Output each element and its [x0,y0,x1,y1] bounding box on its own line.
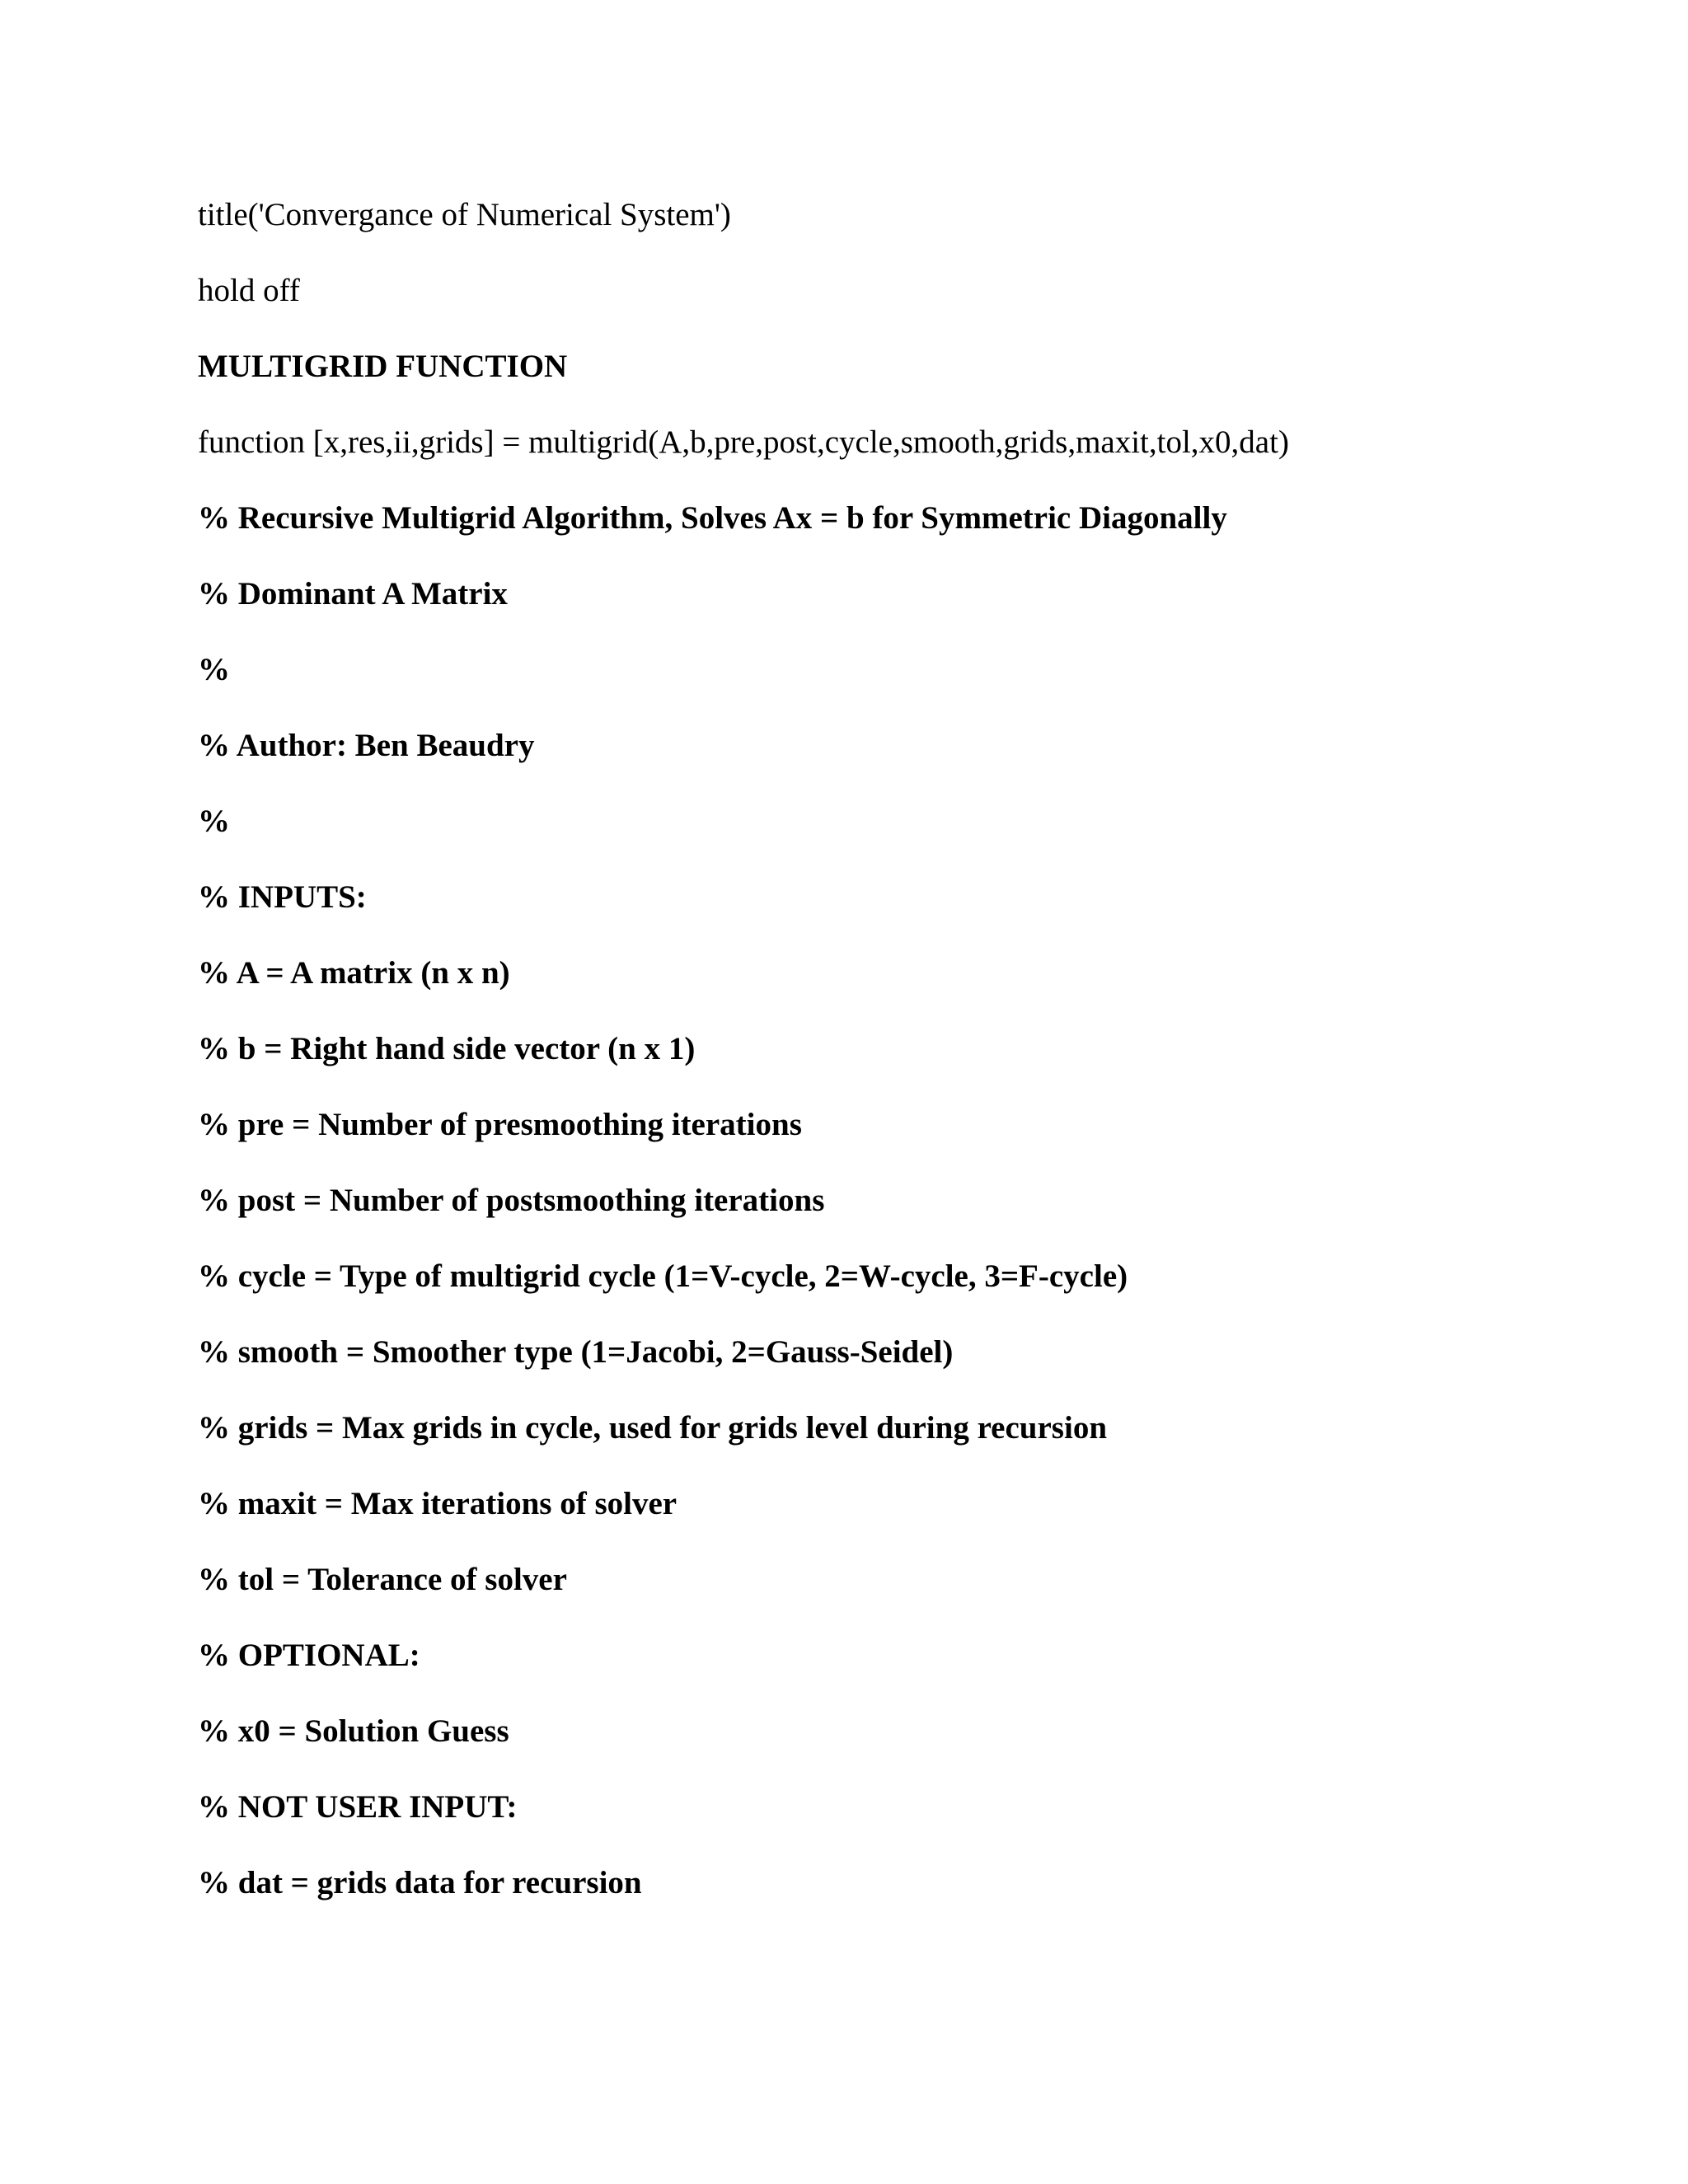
function-signature: function [x,res,ii,grids] = multigrid(A,b,pre,post,cycle,smooth,grids,maxit,tol,x0,dat) [198,424,1289,460]
comment-line-author: % Author: Ben Beaudry [198,728,535,763]
comment-line-param: % x0 = Solution Guess [198,1713,509,1749]
comment-line-param: % pre = Number of presmoothing iterations [198,1107,802,1142]
section-heading: MULTIGRID FUNCTION [198,349,568,384]
comment-line-param: % tol = Tolerance of solver [198,1562,567,1597]
comment-line-param: % post = Number of postsmoothing iterations [198,1183,825,1218]
comment-line-not-user-input-heading: % NOT USER INPUT: [198,1789,518,1825]
comment-line-param: % A = A matrix (n x n) [198,955,510,991]
comment-line: % [198,804,230,839]
code-line-title: title('Convergance of Numerical System') [198,197,731,232]
comment-line: % Dominant A Matrix [198,576,508,612]
comment-line-inputs-heading: % INPUTS: [198,879,367,915]
comment-line: % Recursive Multigrid Algorithm, Solves Ax = b for Symmetric Diagonally [198,500,1227,536]
comment-line-param: % smooth = Smoother type (1=Jacobi, 2=Gauss-Seidel) [198,1334,954,1370]
code-line-hold-off: hold off [198,273,300,308]
comment-line-param: % grids = Max grids in cycle, used for grids level during recursion [198,1410,1108,1446]
comment-line-optional-heading: % OPTIONAL: [198,1638,420,1673]
comment-line-param: % cycle = Type of multigrid cycle (1=V-cycle, 2=W-cycle, 3=F-cycle) [198,1258,1128,1294]
comment-line: % [198,652,230,687]
comment-line-param: % dat = grids data for recursion [198,1865,642,1900]
comment-line-param: % maxit = Max iterations of solver [198,1486,678,1521]
comment-line-param: % b = Right hand side vector (n x 1) [198,1031,696,1066]
